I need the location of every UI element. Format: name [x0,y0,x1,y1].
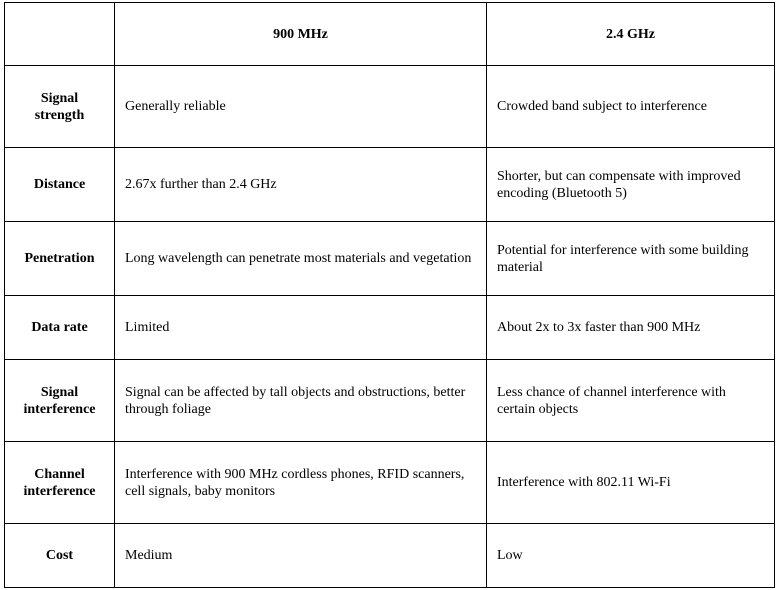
row-label-data-rate: Data rate [5,296,115,360]
row-label-distance: Distance [5,148,115,222]
row-label-channel-interference: Channel interference [5,442,115,524]
row-label-signal-interference: Signal interference [5,360,115,442]
table-row [5,524,775,588]
row-label-cost: Cost [5,524,115,588]
comparison-table [4,2,775,588]
cell-2-4ghz: Less chance of channel interference with certain objects [487,360,775,442]
cell-2-4ghz: Potential for interference with some building material [487,222,775,296]
header-900mhz: 900 MHz [115,3,487,66]
cell-2-4ghz: Shorter, but can compensate with improved encoding (Bluetooth 5) [487,148,775,222]
cell-2-4ghz: Crowded band subject to interference [487,66,775,148]
cell-2-4ghz: Low [487,524,775,588]
cell-900mhz: Signal can be affected by tall objects and obstructions, better through foliage [115,360,487,442]
table-row [5,442,775,524]
cell-900mhz: Medium [115,524,487,588]
header-2-4ghz: 2.4 GHz [487,3,775,66]
table-row [5,66,775,148]
table-row [5,296,775,360]
header-empty-cell [5,3,115,66]
row-label-penetration: Penetration [5,222,115,296]
cell-2-4ghz: Interference with 802.11 Wi-Fi [487,442,775,524]
cell-900mhz: 2.67x further than 2.4 GHz [115,148,487,222]
table-row [5,360,775,442]
table-row [5,148,775,222]
cell-900mhz: Generally reliable [115,66,487,148]
table-header-row [5,3,775,66]
row-label-signal-strength: Signal strength [5,66,115,148]
cell-900mhz: Long wavelength can penetrate most materials and vegetation [115,222,487,296]
cell-900mhz: Limited [115,296,487,360]
cell-900mhz: Interference with 900 MHz cordless phones, RFID scanners, cell signals, baby monitors [115,442,487,524]
table-row [5,222,775,296]
cell-2-4ghz: About 2x to 3x faster than 900 MHz [487,296,775,360]
